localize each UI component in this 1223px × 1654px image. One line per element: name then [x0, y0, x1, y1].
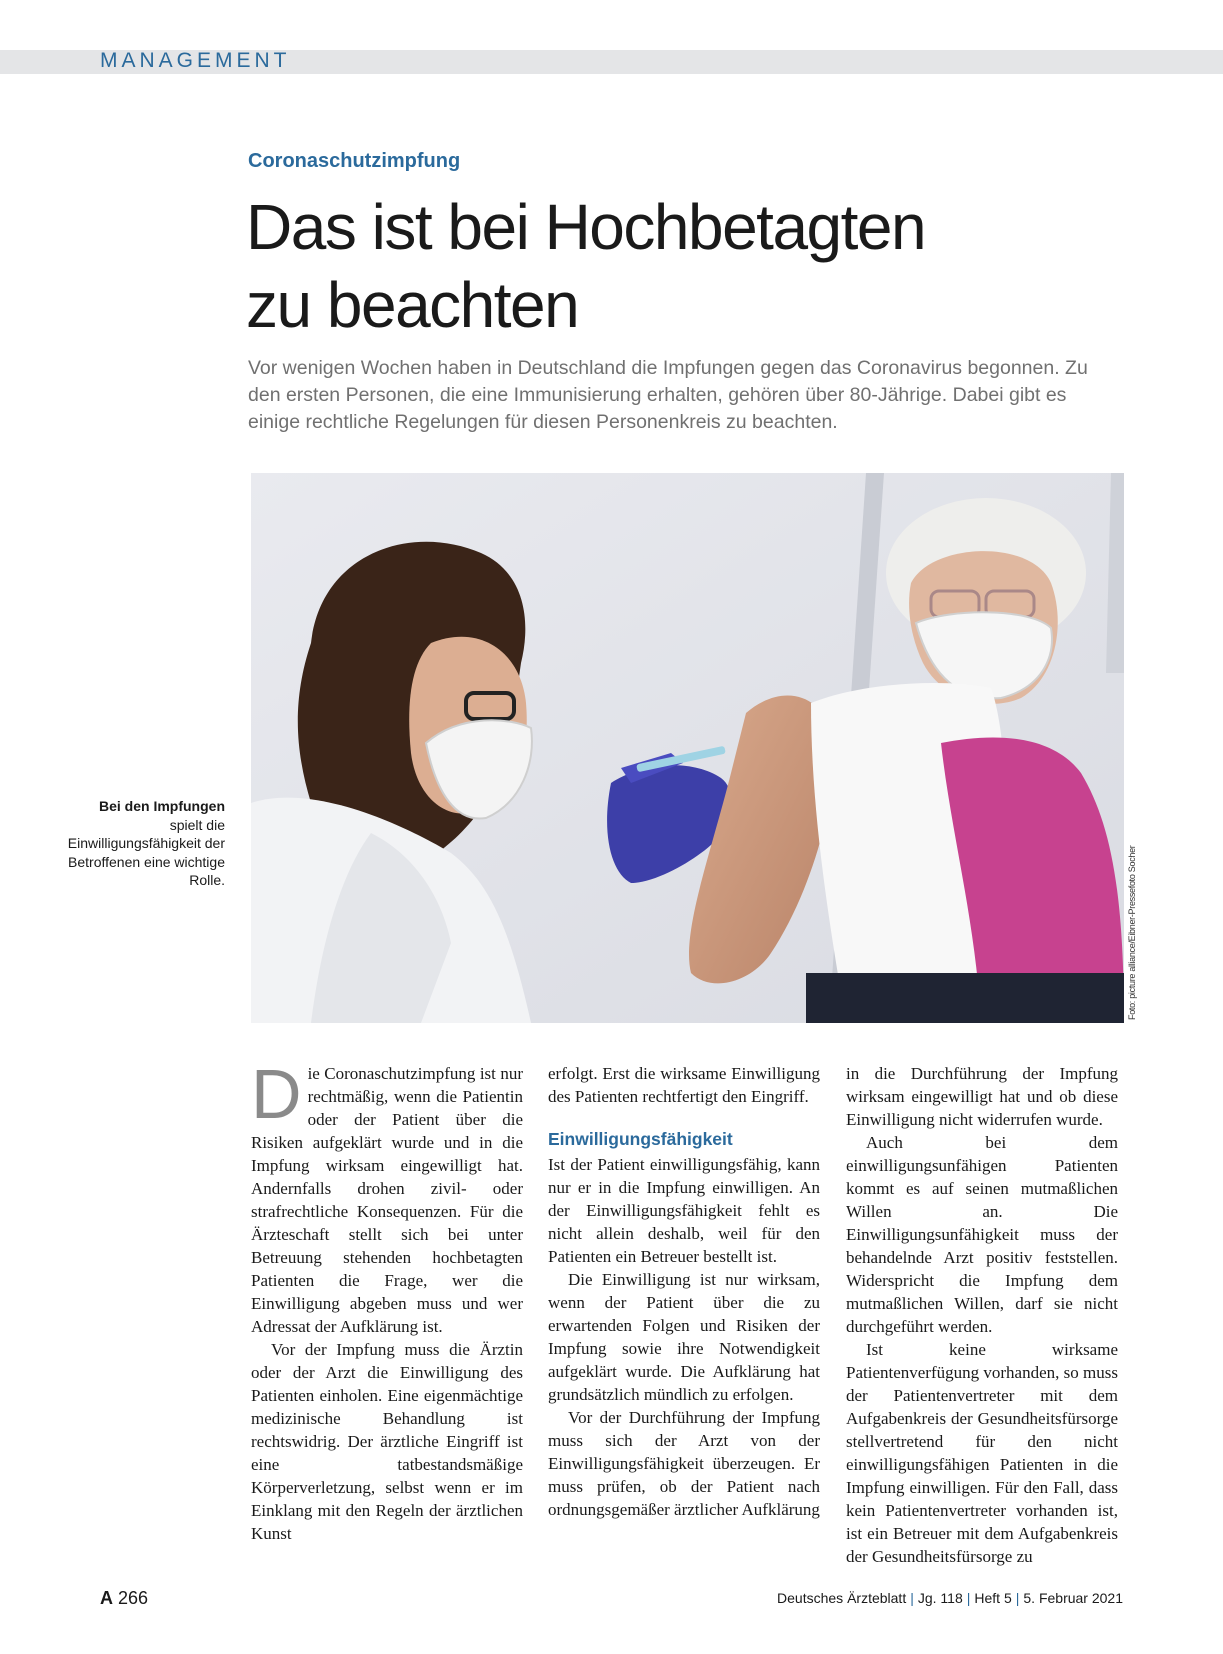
paragraph: Die Einwilligung ist nur wirksam, wenn der Patient über die zu erwartenden Folgen und Risiken der Impfung sowie ihre Notwendigkeit aufgeklärt wurde. Die Aufklärung hat grundsätzlich mündlich zu erfolgen. — [548, 1270, 820, 1404]
dropcap: D — [251, 1055, 302, 1133]
text-column-3 — [846, 1062, 1118, 1568]
journal-issue: Heft 5 — [974, 1590, 1012, 1606]
page-number — [100, 1588, 148, 1609]
text-column-1 — [251, 1055, 523, 1545]
paragraph: erfolgt. Erst die wirksame Einwilligung des Patienten rechtfertigt den Eingriff. — [548, 1064, 820, 1106]
paragraph-text: ie Coronaschutzimpfung ist nur rechtmäßig, wenn die Patientin oder der Patient über die Risiken aufgeklärt wurde und in die Impfung wirksam eingewilligt hat. Andernfalls drohen zivil- oder strafrechtliche Konsequenzen. Für die Ärzteschaft stellt sich bei unter Betreuung stehenden hochbetagten Patienten die Frage, wer die Einwilligung abgeben muss und wer Adressat der Aufklärung ist. — [251, 1064, 523, 1336]
article-lead: Vor wenigen Wochen haben in Deutschland die Impfungen gegen das Coronavirus begonnen. Zu den ersten Personen, die eine Immunisierung erhalten, gehören über 80-Jährige. Dabei gibt es einige rechtliche Regelungen für diesen Personenkreis zu beachten. — [248, 357, 1088, 433]
article-headline: Das ist bei Hochbetagten zu beachten — [246, 191, 926, 341]
journal-volume: Jg. 118 — [917, 1590, 963, 1606]
text-column-2 — [548, 1062, 820, 1521]
journal-info: Deutsches Ärzteblatt | Jg. 118 | Heft 5 | 5. Februar 2021 — [777, 1590, 1123, 1606]
paragraph: Ist keine wirksame Patientenverfügung vorhanden, so muss der Patientenvertreter mit dem Aufgabenkreis der Gesundheitsfürsorge stellvertretend für den nicht einwilligungsfähigen Patienten in die Impfung einwilligen. Für den Fall, dass kein Patientenvertreter vorhanden ist, ist ein Betreuer mit dem Aufgabenkreis der Gesundheitsfürsorge zu — [846, 1340, 1118, 1566]
paragraph — [251, 1055, 523, 1338]
paragraph: Vor der Impfung muss die Ärztin oder der Arzt die Einwilligung des Patienten einholen. Eine eigenmächtige medizinische Behandlung ist rechtswidrig. Der ärztliche Eingriff ist eine tatbestandsmäßige Körperverletzung, selbst wenn er im Einklang mit den Regeln der ärztlichen Kunst — [251, 1340, 523, 1543]
photo-credit: Foto: picture alliance/Eibner-Pressefoto Socher — [1127, 845, 1137, 1020]
paragraph: Vor der Durchführung der Impfung muss sich der Arzt von der Einwilligungsfähigkeit überzeugen. Er muss prüfen, ob der Patient nach ordnungsgemäßer ärztlicher Aufklärung — [548, 1408, 820, 1519]
page-number-value: 266 — [118, 1588, 149, 1608]
journal-name: Deutsches Ärzteblatt — [777, 1590, 907, 1606]
paragraph: in die Durchführung der Impfung wirksam eingewilligt hat und ob diese Einwilligung nicht widerrufen wurde. — [846, 1064, 1118, 1129]
caption-bold: Bei den Impfungen — [99, 798, 225, 814]
caption-text: spielt die Einwilligungsfähigkeit der Betroffenen eine wichtige Rolle. — [67, 816, 225, 888]
page-prefix: A — [100, 1588, 113, 1608]
subheading: Einwilligungsfähigkeit — [548, 1129, 733, 1149]
section-label: MANAGEMENT — [100, 49, 291, 72]
paragraph: Auch bei dem einwilligungsunfähigen Patienten kommt es auf seinen mutmaßlichen Willen an. Die Einwilligungsunfähigkeit muss der behandelnde Arzt positiv feststellen. Widerspricht die Impfung dem mutmaßlichen Willen, darf sie nicht durchgeführt werden. — [846, 1133, 1118, 1336]
journal-date: 5. Februar 2021 — [1023, 1590, 1123, 1606]
photo-caption — [60, 797, 225, 890]
vaccination-photo — [251, 473, 1124, 1023]
paragraph: Ist der Patient einwilligungsfähig, kann nur er in die Impfung einwilligen. An der Einwilligungsfähigkeit fehlt es nicht allein deshalb, weil für den Patienten ein Betreuer bestellt ist. — [548, 1155, 820, 1266]
article-kicker: Coronaschutzimpfung — [248, 150, 461, 172]
